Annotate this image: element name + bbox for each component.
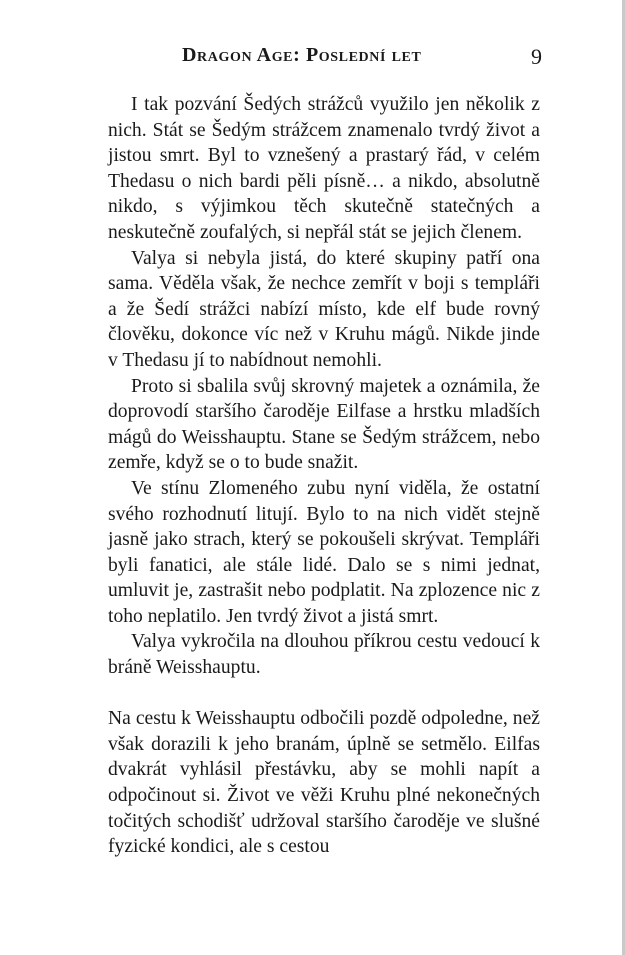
running-head bbox=[105, 44, 542, 72]
running-title: Dragon Age: Poslední let bbox=[182, 44, 422, 66]
paragraph-2: Valya si nebyla jistá, do které skupiny patří ona sama. Věděla však, že nechce zemřít v boji s templáři a že Šedí strážci nabízí místo, kde elf bude rovný člověku, dokonce víc než v Kruhu mágů. Nikde jinde v Thedasu jí to nabídnout nemohli. bbox=[108, 247, 540, 371]
page-number: 9 bbox=[531, 44, 542, 69]
paragraph-4: Ve stínu Zlomeného zubu nyní viděla, že ostatní svého rozhodnutí litují. Bylo to na nich vidět stejně jasně jako strach, který se pokoušeli skrývat. Templáři byli fanatici, ale stále lidé. Dalo se s nimi jednat, umluvit je, zastrašit nebo podplatit. Na zplozence nic z toho neplatilo. Jen tvrdý život a jistá smrt. bbox=[108, 477, 540, 627]
section-break bbox=[108, 681, 540, 707]
paragraph-5: Valya vykročila na dlouhou příkrou cestu vedoucí k bráně Weisshauptu. bbox=[108, 631, 540, 679]
paragraph-6: Na cestu k Weisshauptu odbočili pozdě odpoledne, než však dorazili k jeho branám, úplně se setmělo. Eilfas dvakrát vyhlásil přestávku, aby se mohli napít a odpočinout si. Život ve věži Kruhu plné nekonečných točitých schodišť udržoval staršího čaroděje ve slušné fyzické kondici, ale s cestou bbox=[108, 708, 540, 858]
paragraph-3: Proto si sbalila svůj skrovný majetek a oznámila, že doprovodí staršího čaroděje Eilfase a hrstku mladších mágů do Weisshauptu. Stane se Šedým strážcem, nebo zemře, když se o to bude snažit. bbox=[108, 375, 540, 474]
paragraph-1: I tak pozvání Šedých strážců využilo jen několik z nich. Stát se Šedým strážcem znamenalo tvrdý život a jistou smrt. Byl to vznešený a prastarý řád, v celém Thedasu o nich bardi pěli písně… a nikdo, absolutně nikdo, s výjimkou těch skutečně statečných a neskutečně zoufalých, si nepřál stát se jejich členem. bbox=[108, 94, 540, 243]
body-text bbox=[108, 92, 540, 860]
